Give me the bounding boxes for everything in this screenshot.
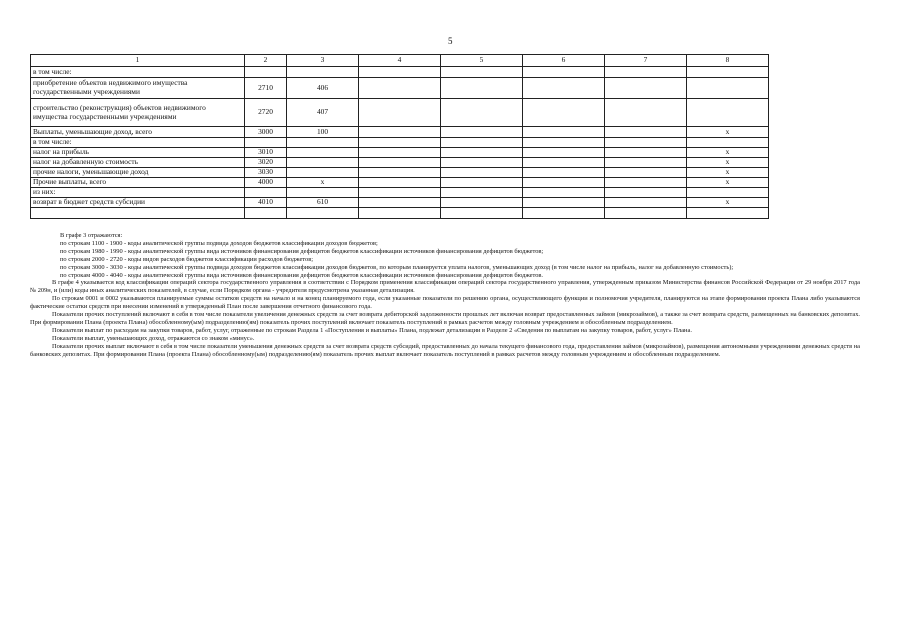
- cell-col5: [441, 99, 523, 127]
- cell-col4: [359, 99, 441, 127]
- note-paragraph: Показатели прочих выплат включают в себя в том числе показатели уменьшения денежных средств за счет возврата средств субсидий, предоставленных до начала текущего финансового года, предоставления займов (микрозаймов), размещения автономными учреждениями денежных средств на банковских депозитах. При формировании Плана (проекта Плана) обособленному(ым) подразделению(ям) показатель прочих выплат включает показатель поступлений в рамках расчетов между головным учреждением и обособленным подразделением.: [30, 342, 860, 358]
- row-code: 4000: [245, 178, 287, 188]
- cell-col4: [359, 78, 441, 99]
- row-label: в том числе:: [31, 138, 245, 148]
- column-header: 6: [523, 55, 605, 67]
- cell-col8: [687, 67, 769, 78]
- cell-col4: [359, 198, 441, 208]
- table-row: [31, 178, 769, 188]
- table-row: [31, 127, 769, 138]
- row-label: в том числе:: [31, 67, 245, 78]
- cell-col5: [441, 198, 523, 208]
- cell-col5: [441, 67, 523, 78]
- cell-col6: [523, 127, 605, 138]
- note-paragraph: по строкам 1100 - 1900 - коды аналитической группы подвида доходов бюджетов классификации доходов бюджетов;: [60, 239, 378, 247]
- cell-col6: [523, 178, 605, 188]
- note-paragraph: по строкам 1980 - 1990 - коды аналитической группы вида источников финансирования дефицитов бюджетов классификации источников финансирования дефицитов бюджетов;: [60, 247, 544, 255]
- row-classification-code: 406: [287, 78, 359, 99]
- cell-col4: [359, 188, 441, 198]
- column-header: 8: [687, 55, 769, 67]
- row-code: [245, 138, 287, 148]
- table-row: [31, 188, 769, 198]
- cell-col4: [359, 158, 441, 168]
- cell-col8: [687, 208, 769, 219]
- column-header: 2: [245, 55, 287, 67]
- row-label: [31, 208, 245, 219]
- column-header: 5: [441, 55, 523, 67]
- table-row: [31, 138, 769, 148]
- cell-col6: [523, 168, 605, 178]
- row-classification-code: [287, 138, 359, 148]
- cell-col7: [605, 138, 687, 148]
- row-classification-code: [287, 208, 359, 219]
- cell-col8: x: [687, 168, 769, 178]
- column-header: 1: [31, 55, 245, 67]
- row-code: [245, 208, 287, 219]
- cell-col5: [441, 178, 523, 188]
- cell-col6: [523, 188, 605, 198]
- column-header: 3: [287, 55, 359, 67]
- note-paragraph: по строкам 3000 - 3030 - коды аналитической группы подвида доходов бюджетов классификации доходов бюджетов, по которым планируется уплата налогов, уменьшающих доход (в том числе налог на прибыль, налог на добавленную стоимость);: [60, 263, 734, 271]
- table-row: [31, 99, 769, 127]
- cell-col4: [359, 168, 441, 178]
- cell-col6: [523, 148, 605, 158]
- cell-col5: [441, 208, 523, 219]
- column-header: 7: [605, 55, 687, 67]
- row-label: налог на прибыль: [31, 148, 245, 158]
- cell-col8: [687, 99, 769, 127]
- cell-col5: [441, 127, 523, 138]
- note-paragraph: В графе 4 указывается код классификации операций сектора государственного управления в соответствии с Порядком применения классификации операций сектора государственного управления, утвержденным приказом Министерства финансов Российской Федерации от 29 ноября 2017 года № 209н, и (или) коды иных аналитических показателей, в случае, если Порядком органа - учредителя предусмотрена указанная детализация.: [30, 279, 860, 295]
- cell-col7: [605, 148, 687, 158]
- table-row: [31, 67, 769, 78]
- cell-col5: [441, 78, 523, 99]
- row-classification-code: x: [287, 178, 359, 188]
- cell-col8: x: [687, 198, 769, 208]
- row-classification-code: [287, 188, 359, 198]
- row-code: 3020: [245, 158, 287, 168]
- cell-col8: x: [687, 127, 769, 138]
- note-paragraph: В графе 3 отражаются:: [60, 232, 123, 239]
- cell-col4: [359, 67, 441, 78]
- cell-col4: [359, 127, 441, 138]
- cell-col6: [523, 198, 605, 208]
- row-code: 3010: [245, 148, 287, 158]
- cell-col7: [605, 158, 687, 168]
- note-paragraph: Показатели выплат по расходам на закупки товаров, работ, услуг, отраженные по строкам Раздела 1 «Поступления и выплаты» Плана, подлежат детализации в Разделе 2 «Сведения по выплатам на закупку товаров, работ, услуг» Плана.: [52, 326, 692, 334]
- cell-col8: x: [687, 178, 769, 188]
- row-label: из них:: [31, 188, 245, 198]
- page-number: 5: [448, 36, 453, 46]
- row-classification-code: 610: [287, 198, 359, 208]
- note-paragraph: По строкам 0001 и 0002 указываются планируемые суммы остатков средств на начало и на конец планируемого года, если указанные показатели по решению органа, осуществляющего функции и полномочия учредителя, планируются на этапе формирования проекта Плана либо указываются фактические остатки средств при внесении изменений в утвержденный План после завершения отчетного финансового года.: [30, 295, 860, 311]
- cell-col7: [605, 198, 687, 208]
- cell-col8: [687, 188, 769, 198]
- cell-col6: [523, 208, 605, 219]
- table-row: [31, 198, 769, 208]
- row-classification-code: 407: [287, 99, 359, 127]
- data-table: [30, 54, 769, 219]
- note-paragraph: Показатели прочих поступлений включают в себя в том числе показатели увеличения денежных средств за счет возврата дебиторской задолженности прошлых лет включая возврат предоставленных займов (микрозаймов), а также за счет возврата средств, размещенных на банковских депозитах. При формировании Плана (проекта Плана) обособленному(ым) подразделению(ям) показатель прочих поступлений включает показатель поступлений в рамках расчетов между головным учреждением и обособленным подразделением.: [30, 311, 860, 326]
- cell-col7: [605, 99, 687, 127]
- table-row: [31, 208, 769, 219]
- cell-col5: [441, 158, 523, 168]
- row-label: прочие налоги, уменьшающие доход: [31, 168, 245, 178]
- cell-col7: [605, 127, 687, 138]
- row-code: 3030: [245, 168, 287, 178]
- row-classification-code: [287, 158, 359, 168]
- table-header-row: [31, 55, 769, 67]
- cell-col8: [687, 78, 769, 99]
- table-row: [31, 158, 769, 168]
- cell-col4: [359, 138, 441, 148]
- row-label: налог на добавленную стоимость: [31, 158, 245, 168]
- row-classification-code: [287, 168, 359, 178]
- cell-col6: [523, 67, 605, 78]
- cell-col6: [523, 138, 605, 148]
- column-header: 4: [359, 55, 441, 67]
- cell-col4: [359, 178, 441, 188]
- table-row: [31, 78, 769, 99]
- cell-col5: [441, 138, 523, 148]
- cell-col5: [441, 188, 523, 198]
- cell-col6: [523, 78, 605, 99]
- row-code: [245, 188, 287, 198]
- cell-col6: [523, 158, 605, 168]
- cell-col8: x: [687, 158, 769, 168]
- row-code: [245, 67, 287, 78]
- row-code: 3000: [245, 127, 287, 138]
- cell-col8: x: [687, 148, 769, 158]
- row-classification-code: [287, 67, 359, 78]
- note-paragraph: по строкам 4000 - 4040 - коды аналитической группы вида источников финансирования дефицитов бюджетов классификации источников финансирования дефицитов бюджетов.: [60, 271, 544, 279]
- row-label: Прочие выплаты, всего: [31, 178, 245, 188]
- cell-col7: [605, 78, 687, 99]
- cell-col4: [359, 208, 441, 219]
- table-row: [31, 168, 769, 178]
- cell-col5: [441, 148, 523, 158]
- cell-col7: [605, 67, 687, 78]
- row-label: Выплаты, уменьшающие доход, всего: [31, 127, 245, 138]
- cell-col5: [441, 168, 523, 178]
- note-paragraph: Показатели выплат, уменьшающих доход, отражаются со знаком «минус».: [52, 334, 255, 342]
- cell-col7: [605, 188, 687, 198]
- row-label: приобретение объектов недвижимого имущества государственными учреждениями: [31, 78, 245, 99]
- row-code: 2720: [245, 99, 287, 127]
- row-classification-code: [287, 148, 359, 158]
- row-label: строительство (реконструкция) объектов недвижимого имущества государственными учреждениями: [31, 99, 245, 127]
- cell-col8: [687, 138, 769, 148]
- row-code: 2710: [245, 78, 287, 99]
- note-paragraph: по строкам 2000 - 2720 - коды видов расходов бюджетов классификации расходов бюджетов;: [60, 255, 313, 263]
- cell-col7: [605, 168, 687, 178]
- cell-col4: [359, 148, 441, 158]
- row-code: 4010: [245, 198, 287, 208]
- cell-col7: [605, 178, 687, 188]
- cell-col7: [605, 208, 687, 219]
- table-row: [31, 148, 769, 158]
- row-classification-code: 100: [287, 127, 359, 138]
- cell-col6: [523, 99, 605, 127]
- row-label: возврат в бюджет средств субсидии: [31, 198, 245, 208]
- notes-section: [30, 232, 860, 359]
